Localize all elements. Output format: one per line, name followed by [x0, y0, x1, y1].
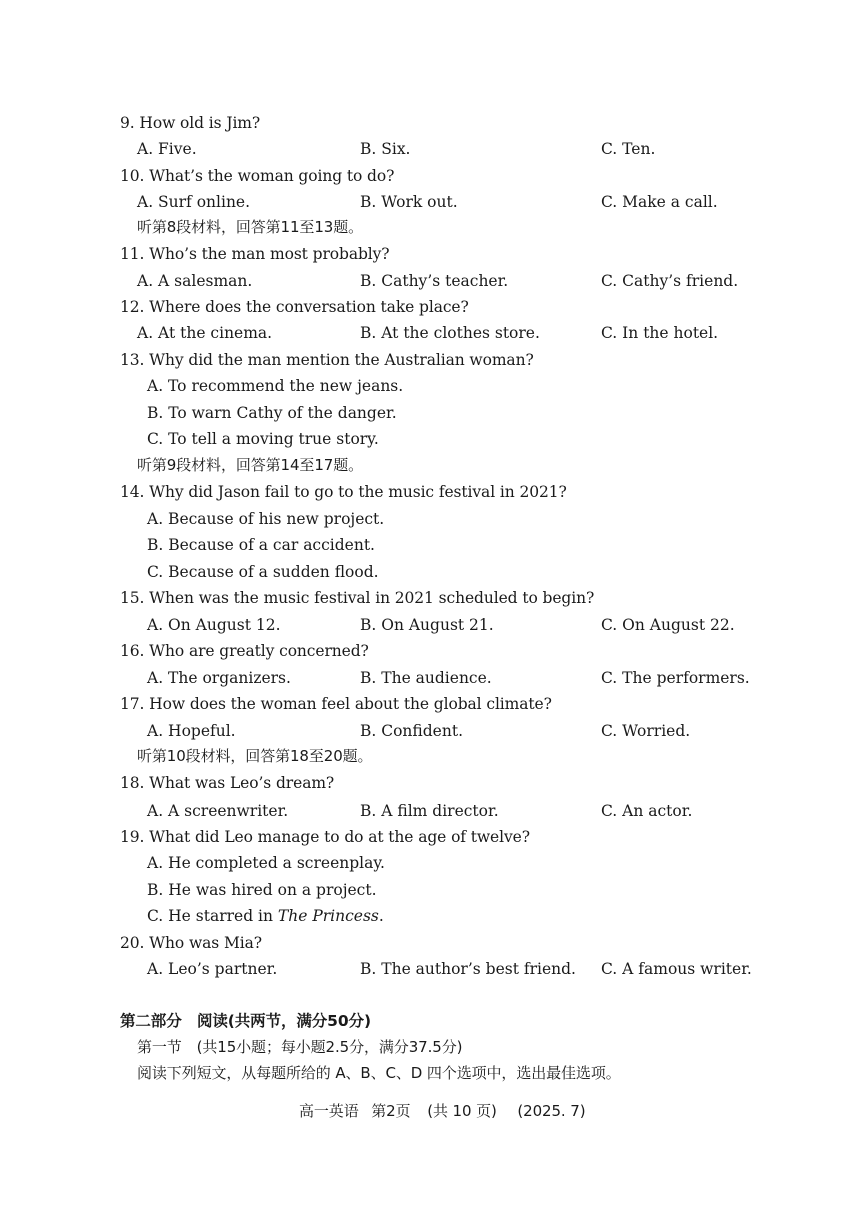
footer-date: (2025. 7) [517, 1102, 586, 1120]
question-12: 12. Where does the conversation take place? [120, 298, 469, 316]
question-16: 16. Who are greatly concerned? [120, 642, 369, 660]
listening-note-9: 听第9段材料，回答第14至17题。 [137, 456, 364, 474]
q13-option-b: B. To warn Cathy of the danger. [147, 404, 397, 422]
footer-total: (共 10 页) [427, 1102, 497, 1120]
q19-option-c-title: The Princess [277, 907, 379, 925]
q9-option-b: B. Six. [360, 140, 411, 158]
q20-option-a: A. Leo’s partner. [147, 960, 278, 978]
q15-option-a: A. On August 12. [147, 616, 281, 634]
question-18: 18. What was Leo’s dream? [120, 774, 335, 792]
q16-option-c: C. The performers. [601, 669, 750, 687]
listening-note-10: 听第10段材料，回答第18至20题。 [137, 747, 373, 765]
question-14: 14. Why did Jason fail to go to the music festival in 2021? [120, 483, 567, 501]
q12-option-c: C. In the hotel. [601, 324, 719, 342]
q19-option-b: B. He was hired on a project. [147, 881, 377, 899]
q9-option-a: A. Five. [137, 140, 197, 158]
footer-page: 第2页 [371, 1102, 411, 1120]
question-19: 19. What did Leo manage to do at the age of twelve? [120, 828, 530, 846]
q16-option-a: A. The organizers. [147, 669, 291, 687]
q18-option-a: A. A screenwriter. [147, 802, 289, 820]
q17-option-b: B. Confident. [360, 722, 463, 740]
q11-option-b: B. Cathy’s teacher. [360, 272, 509, 290]
q14-option-b: B. Because of a car accident. [147, 536, 375, 554]
q11-option-a: A. A salesman. [137, 272, 253, 290]
q13-option-a: A. To recommend the new jeans. [147, 377, 404, 395]
part2-section-1: 第一节 (共15小题；每小题2.5分，满分37.5分) [137, 1038, 463, 1056]
q12-option-b: B. At the clothes store. [360, 324, 540, 342]
q11-option-c: C. Cathy’s friend. [601, 272, 739, 290]
q18-option-b: B. A film director. [360, 802, 499, 820]
q20-option-b: B. The author’s best friend. [360, 960, 576, 978]
question-13: 13. Why did the man mention the Australian woman? [120, 351, 534, 369]
q16-option-b: B. The audience. [360, 669, 492, 687]
q15-option-b: B. On August 21. [360, 616, 494, 634]
question-10: 10. What’s the woman going to do? [120, 167, 395, 185]
q10-option-b: B. Work out. [360, 193, 458, 211]
question-11: 11. Who’s the man most probably? [120, 245, 390, 263]
q13-option-c: C. To tell a moving true story. [147, 430, 379, 448]
part2-title: 第二部分 阅读(共两节，满分50分) [120, 1012, 371, 1030]
question-9: 9. How old is Jim? [120, 114, 261, 132]
q19-option-a: A. He completed a screenplay. [147, 854, 385, 872]
q18-option-c: C. An actor. [601, 802, 693, 820]
question-17: 17. How does the woman feel about the global climate? [120, 695, 552, 713]
q15-option-c: C. On August 22. [601, 616, 735, 634]
q20-option-c: C. A famous writer. [601, 960, 752, 978]
page-footer [299, 1101, 585, 1121]
q19-option-c-suffix: . [378, 907, 384, 925]
q19-option-c-prefix: C. He starred in [147, 907, 278, 925]
listening-note-8: 听第8段材料，回答第11至13题。 [137, 218, 364, 236]
q12-option-a: A. At the cinema. [137, 324, 273, 342]
q17-option-c: C. Worried. [601, 722, 691, 740]
question-15: 15. When was the music festival in 2021 scheduled to begin? [120, 589, 595, 607]
q17-option-a: A. Hopeful. [147, 722, 236, 740]
part2-instruction: 阅读下列短文，从每题所给的 A、B、C、D 四个选项中，选出最佳选项。 [137, 1064, 621, 1082]
q10-option-a: A. Surf online. [137, 193, 251, 211]
footer-subject: 高一英语 [299, 1102, 359, 1120]
q14-option-a: A. Because of his new project. [147, 510, 385, 528]
question-20: 20. Who was Mia? [120, 934, 262, 952]
q10-option-c: C. Make a call. [601, 193, 718, 211]
q19-option-c [147, 906, 384, 926]
q9-option-c: C. Ten. [601, 140, 656, 158]
q14-option-c: C. Because of a sudden flood. [147, 563, 379, 581]
